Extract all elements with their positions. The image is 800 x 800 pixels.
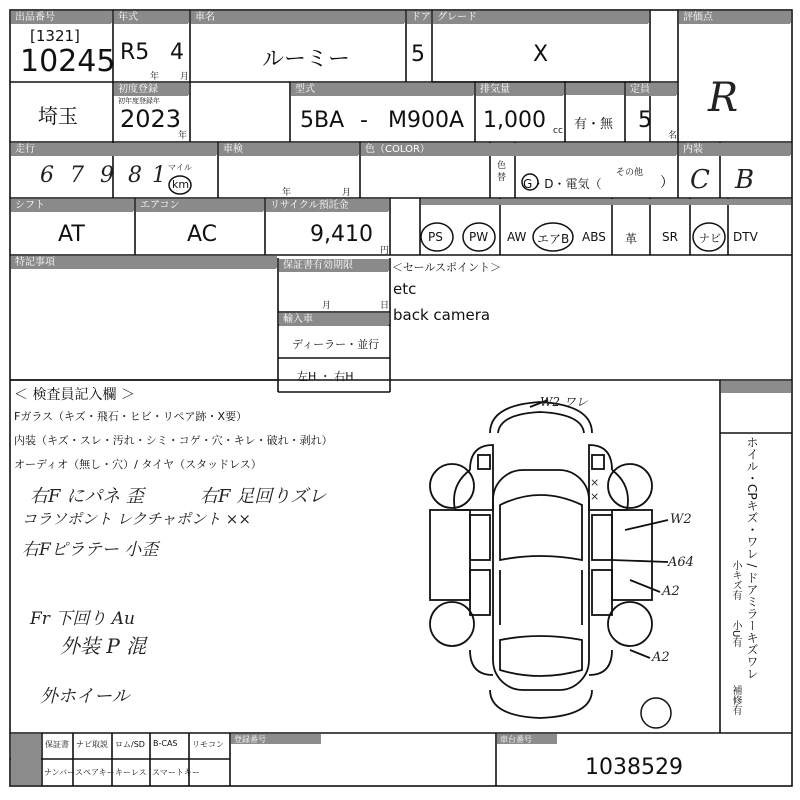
- color-label: 色（COLOR）: [361, 143, 676, 156]
- handwritten-note-6: 外装 P 混: [60, 634, 147, 658]
- footer-rom-sd: ロム/SD: [115, 740, 145, 749]
- model-dash: -: [360, 108, 368, 133]
- diagram-note-a2-1: A2: [662, 584, 680, 599]
- diagram-note-a64: A64: [668, 555, 694, 570]
- cc-label: 排気量: [476, 83, 563, 96]
- doors-label: ドア: [407, 11, 431, 24]
- score-label: 評価点: [679, 11, 790, 24]
- seats-value: 5: [638, 108, 652, 133]
- first-reg-label: 初度登録: [114, 83, 188, 96]
- mileage-digit-5: 1: [152, 163, 166, 188]
- car-name-label: 車名: [191, 11, 404, 24]
- auction-code: [1321]: [30, 27, 80, 45]
- insp-tsuki: 月: [342, 188, 352, 198]
- tsuki-mark: 月: [180, 72, 190, 82]
- recycle-label: リサイクル預託金: [266, 199, 388, 212]
- diagram-side-title: ホイル・CPキズ・ワレ / ドアミラーキズワレ: [745, 436, 759, 680]
- steering-text: 左H ・ 右H: [297, 370, 354, 383]
- reg-month: 4: [170, 40, 184, 65]
- equip-dtv: DTV: [733, 230, 758, 244]
- interior-line: 内装（キズ・スレ・汚れ・シミ・コゲ・穴・キレ・破れ・剥れ）: [14, 434, 333, 447]
- chassis-number: 1038529: [585, 755, 683, 780]
- year-label: 年式: [114, 11, 188, 24]
- special-notes-label: 特記事項: [11, 256, 276, 269]
- diagram-note-front: W2 ワレ: [540, 395, 588, 409]
- diagram-x-mark-1: ×: [590, 476, 600, 489]
- warranty-label: 保証書有効期限: [279, 259, 388, 272]
- grade-value: X: [533, 42, 549, 67]
- car-name: ルーミー: [262, 47, 351, 72]
- diagram-x-mark-2: ×: [590, 490, 600, 503]
- warranty-month: 月: [322, 301, 332, 311]
- diagram-note-a2-2: A2: [652, 650, 670, 665]
- diagram-side-small-3: 補修有: [730, 685, 741, 715]
- reg-era: R5: [120, 40, 150, 65]
- lot-number: 10245: [20, 44, 116, 79]
- mileage-digit-1: 6: [40, 163, 54, 188]
- ac-value: AC: [187, 222, 218, 247]
- interior-grade: B: [735, 165, 755, 195]
- chassis-label: 車台番号: [500, 735, 532, 744]
- footer-keyless: キーレス: [115, 768, 147, 777]
- seats-unit: 名: [668, 131, 678, 141]
- glass-line: Fガラス（キズ・飛石・ヒビ・リペア跡・X要）: [14, 410, 248, 423]
- diagram-side-small-1: 小キズ有: [730, 560, 741, 600]
- shift-label: シフト: [11, 199, 133, 212]
- model-prefix: 5BA: [300, 108, 345, 133]
- handwritten-note-1: 右F にパネ 歪: [30, 486, 144, 507]
- diagram-note-w2: W2: [670, 512, 692, 527]
- footer-remote: リモコン: [192, 740, 224, 749]
- audio-line: オーディオ（無し・穴）/ タイヤ（スタッドレス）: [14, 458, 262, 471]
- handwritten-note-5: Fr 下回り Au: [30, 609, 135, 629]
- equip-ps: PS: [428, 230, 443, 244]
- color-close: ）: [660, 175, 674, 191]
- import-label: 輸入車: [279, 313, 388, 326]
- auction-no-label: 出品番号: [11, 11, 111, 24]
- equip-airbag: エアB: [537, 232, 570, 246]
- seats-label: 定員: [626, 83, 676, 96]
- handwritten-note-4: 右Fピラテー 小歪: [22, 540, 159, 560]
- equip-pw: PW: [469, 230, 489, 244]
- doors-value: 5: [411, 42, 425, 67]
- handwritten-note-7: 外ホイール: [40, 686, 130, 707]
- equip-leather: 革: [625, 232, 638, 246]
- mileage-label: 走行: [11, 143, 216, 156]
- first-reg-sub: 初年度登録年: [118, 97, 160, 105]
- inspection-label: 車検: [219, 143, 358, 156]
- handwritten-note-2: 右F 足回りズレ: [200, 486, 327, 507]
- equip-sr: SR: [662, 230, 678, 244]
- shift-value: AT: [58, 222, 85, 247]
- diagram-side-small-2: 小U有: [730, 620, 741, 648]
- warranty-day: 日: [380, 301, 390, 311]
- km-unit: km: [172, 178, 190, 191]
- footer-bcas: B-CAS: [153, 739, 178, 748]
- color-tag: 色替: [497, 161, 507, 183]
- cc-value: 1,000: [483, 108, 546, 133]
- first-reg-year: 2023: [120, 105, 182, 133]
- mileage-digit-2: 7: [70, 163, 84, 188]
- footer-smart-key: スマートキー: [152, 768, 200, 777]
- equip-navi: ナビ: [699, 232, 721, 245]
- equip-abs: ABS: [582, 230, 606, 244]
- nen-mark: 年: [150, 72, 160, 82]
- footer-number-plate: ナンバー: [44, 768, 76, 777]
- reg-number-label: 登録番号: [234, 735, 266, 744]
- equip-aw: AW: [507, 230, 527, 244]
- color-options: G・D・電気（: [523, 177, 602, 191]
- interior-label: 内装: [679, 143, 790, 156]
- insp-nen: 年: [282, 188, 292, 198]
- mile-unit: マイル: [168, 163, 192, 172]
- score-value: R: [708, 75, 739, 121]
- nen-mark-2: 年: [178, 131, 188, 141]
- region: 埼玉: [38, 104, 78, 128]
- cc-unit: cc: [553, 126, 563, 136]
- mileage-digit-4: 8: [128, 163, 142, 188]
- grade-label: グレード: [433, 11, 648, 24]
- inspector-title: ＜ 検査員記入欄 ＞: [14, 387, 135, 403]
- yen-mark: 円: [380, 246, 390, 256]
- sales-point-1: etc: [393, 280, 417, 298]
- ac-label: エアコン: [136, 199, 263, 212]
- dealer-text: ディーラー・並行: [292, 338, 380, 351]
- mileage-digit-3: 9: [100, 163, 114, 188]
- sales-point-2: back camera: [393, 306, 491, 324]
- model-label: 型式: [291, 83, 473, 96]
- footer-warranty: 保証書: [45, 740, 69, 749]
- car-diagram: [430, 400, 668, 718]
- footer-spare-key: スペアキー: [75, 768, 115, 777]
- color-sonota: その他: [616, 168, 644, 178]
- footer-navi-manual: ナビ取説: [76, 740, 108, 749]
- recycle-amount: 9,410: [310, 222, 373, 247]
- sales-points-label: ＜セールスポイント＞: [392, 261, 502, 274]
- handwritten-note-3: コラソポント レクチャポント ××: [22, 510, 251, 528]
- model-code: M900A: [388, 108, 465, 133]
- turbo: 有・無: [574, 117, 614, 132]
- exterior-grade: C: [690, 165, 710, 195]
